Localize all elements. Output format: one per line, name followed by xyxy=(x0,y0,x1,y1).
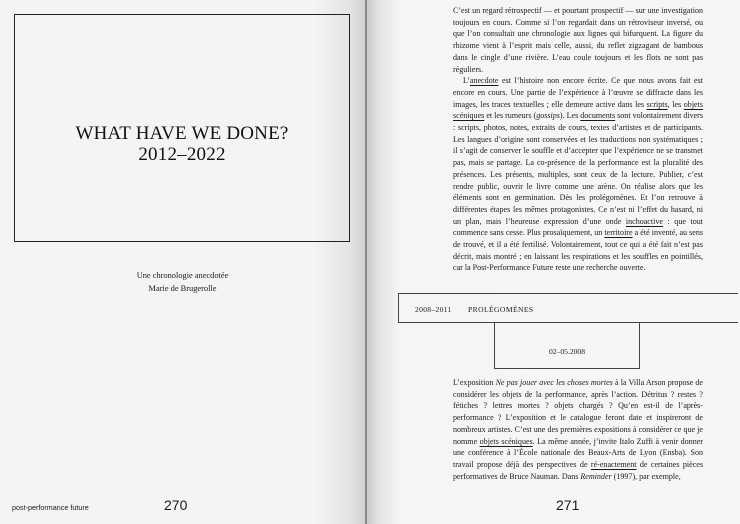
page-number-left: 270 xyxy=(164,497,188,513)
right-page xyxy=(367,0,740,524)
work-title-reminder: Reminder xyxy=(580,471,612,481)
running-footer: post-performance future xyxy=(12,503,89,512)
paragraph-2: L’anecdote est l’histoire non encore écrite. Ce que nous avons fait est encore en cours. Une partie de l’expérience à l’œuvre se diffracte dans les images, les traces textuelles ; elle demeure active dans les scripts, les objets scéniques et les rumeurs (gossips). Les documents sont volontairement divers : scripts, photos, notes, extraits de cours, textes d’artistes et de participants. Les langues d’origine sont conservées et les traductions non systématiques ; il s’agit de conserver le souffle et d’accepter que l’expérience ne se transmet pas, mais se partage. La co-présence de la performance est la pluralité des présences. Les présents, multiples, sont ceux de la lecture. Publier, c’est rendre public, ouvrir le livre comme une arène. On réalise alors que les éléments sont en germination. Dès les prolégomènes. Et l’on retrouve à différentes étapes les mêmes protagonistes. Ce n’est ni l’effet du hasard, ni un plan, mais l’heureuse expression d’une onde inchoactive : que tout commence sans cesse. Plus prosaïquement, un territoire a été inventé, au sens de trouvé, et il a été fertilisé. Volontairement, tout ce qui a été fait n’est pas décrit, mais montré ; en laissant les respirations et les souffles en pointillés, car la Post-Performance Future reste une recherche ouverte. xyxy=(453,76,703,273)
title-frame xyxy=(14,14,350,242)
term-objets-sceniques-2: objets scéniques xyxy=(479,436,533,446)
exhibition-title: Ne pas jouer avec les choses mortes xyxy=(495,378,613,387)
section-date: 2008–2011 xyxy=(415,305,452,314)
paragraph-1: C’est un regard rétrospectif — et pourtant prospectif — sur une investigation toujours en cours. Comme si l’on regardait dans un rétroviseur inversé, ou que l’on consultait une chronologie aux lignes qui bifurquent. La figure du rhizome vient à l’esprit mais celle, aussi, du reflet zigzagant de bambous dans le cingle d’une rivière. L’eau coule toujours et les flots ne sont pas réguliers. xyxy=(453,6,703,74)
entry-date-frame xyxy=(494,323,640,369)
term-inchoactive: inchoactive xyxy=(625,216,663,226)
term-anecdote: anecdote xyxy=(469,76,499,86)
subtitle-block xyxy=(0,269,365,295)
title-line-1: WHAT HAVE WE DONE? xyxy=(75,123,289,144)
section-title: PROLÉGOMÈNES xyxy=(468,305,534,314)
entry-date: 02–05.2008 xyxy=(548,347,586,356)
body-text-lower xyxy=(453,377,703,482)
left-page xyxy=(0,0,365,524)
book-title xyxy=(15,123,349,165)
subtitle: Une chronologie anecdotée xyxy=(136,271,229,280)
term-gossips: gossips xyxy=(536,111,560,121)
term-objets-sceniques: objets scéniques xyxy=(453,99,703,121)
term-scripts: scripts xyxy=(646,99,668,109)
title-line-2: 2012–2022 xyxy=(138,144,226,165)
body-text-upper xyxy=(453,5,703,274)
term-territoire: territoire xyxy=(604,228,633,238)
author: Marie de Brugerolle xyxy=(148,284,217,293)
term-reenactement: ré-enactement xyxy=(590,459,637,469)
paragraph-3: L’exposition Ne pas jouer avec les choses mortes à la Villa Arson propose de considérer les objets de la performance, après l’action. Détritus ? restes ? fétiches ? lettres mortes ? objets chargés ? Qu’en est-il de l’après-performance ? L’exposition et le catalogue feront date et inspireront de nombreux artistes. C’est une des premières expositions à considérer ce que je nomme objets scéniques. La même année, j’invite Italo Zuffi à venir donner une conférence à l’École nationale des Beaux-Arts de Lyon (Ensba). Son travail propose déjà des perspectives de ré-enactement de certaines pièces performatives de Bruce Nauman. Dans Reminder (1997), par exemple, xyxy=(453,378,703,481)
term-documents: documents xyxy=(580,111,616,121)
page-number-right: 271 xyxy=(556,497,580,513)
